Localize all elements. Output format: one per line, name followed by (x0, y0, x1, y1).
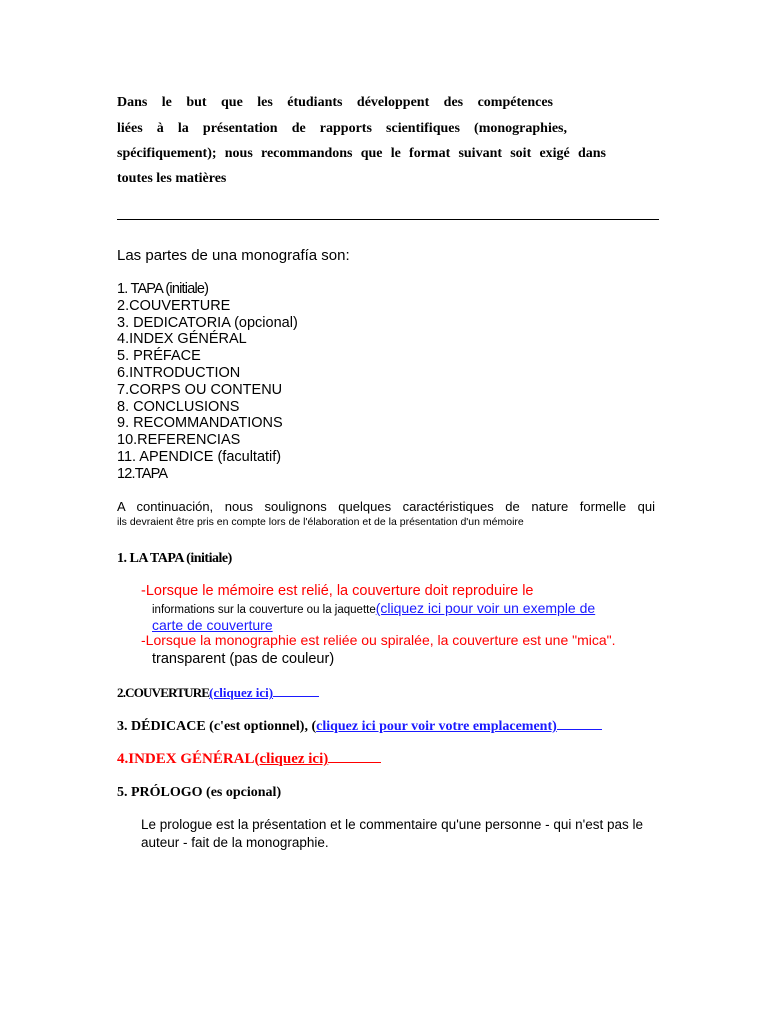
section5-heading: 5. PRÓLOGO (es opcional) (117, 785, 282, 800)
cover-example-link-cont[interactable]: carte de couverture (152, 617, 273, 633)
intro-line-4: toutes les matières (117, 171, 227, 186)
section3 (117, 717, 602, 735)
section1-heading: 1. LA TAPA (initiale) (117, 551, 232, 566)
list-item: 7.CORPS OU CONTENU (117, 381, 283, 398)
cover-example-link[interactable]: (cliquez ici pour voir un exemple de (375, 600, 596, 616)
section2-link[interactable]: (cliquez ici) (209, 685, 274, 700)
section1-bullet1-line2 (152, 600, 595, 616)
intro-line-1: Dans le but que les étudiants développent des compétences (117, 95, 553, 110)
continuation-line-2: ils devraient être pris en compte lors de l'élaboration et de la présentation d'un mémoire (117, 516, 524, 528)
list-item: 3. DEDICATORIA (opcional) (117, 314, 298, 331)
intro-line-3: spécifiquement); nous recommandons que le format suivant soit exigé dans (117, 146, 606, 161)
horizontal-rule (117, 219, 659, 220)
list-item: 12.TAPA (117, 465, 168, 482)
list-item: 4.INDEX GÉNÉRAL (117, 331, 247, 348)
section4-heading: 4.INDEX GÉNÉRAL( (117, 751, 260, 767)
section1-bullet1-text: informations sur la couverture ou la jaquette (152, 604, 376, 616)
section3-heading: 3. DÉDICACE (c'est optionnel), ( (117, 719, 317, 734)
section1-bullet2-line2: transparent (pas de couleur) (152, 651, 335, 667)
list-item: 2.COUVERTURE (117, 297, 231, 314)
section2-underline (273, 684, 319, 697)
list-item: 10.REFERENCIAS (117, 432, 241, 449)
parts-list (117, 281, 298, 483)
section4-link[interactable]: cliquez ici) (259, 751, 329, 767)
list-item: 1. TAPA (initiale) (117, 281, 209, 297)
parts-title: Las partes de una monografía son: (117, 247, 350, 264)
section2-heading: 2.COUVERTURE (117, 685, 210, 700)
section3-link[interactable]: cliquez ici pour voir votre emplacement) (316, 719, 557, 734)
section4 (117, 750, 381, 768)
list-item: 9. RECOMMANDATIONS (117, 415, 283, 432)
list-item: 8. CONCLUSIONS (117, 398, 240, 415)
list-item: 11. APENDICE (facultatif) (117, 448, 282, 465)
section2 (117, 684, 319, 701)
section1-bullet2-line1: -Lorsque la monographie est reliée ou spiralée, la couverture est une "mica". (141, 632, 616, 648)
section1-bullet1-line1: -Lorsque le mémoire est relié, la couverture doit reproduire le (141, 583, 534, 599)
list-item: 6.INTRODUCTION (117, 364, 241, 381)
section3-underline (557, 717, 602, 730)
intro-line-2: liées à la présentation de rapports scientifiques (monographies, (117, 121, 567, 136)
section4-underline (328, 750, 381, 763)
list-item: 5. PRÉFACE (117, 348, 201, 365)
continuation-line-1: A continuación, nous soulignons quelques caractéristiques de nature formelle qui (117, 499, 655, 514)
section5-body-line2: auteur - fait de la monographie. (141, 835, 329, 850)
section5-body-line1: Le prologue est la présentation et le commentaire qu'une personne - qui n'est pas le (141, 817, 643, 832)
